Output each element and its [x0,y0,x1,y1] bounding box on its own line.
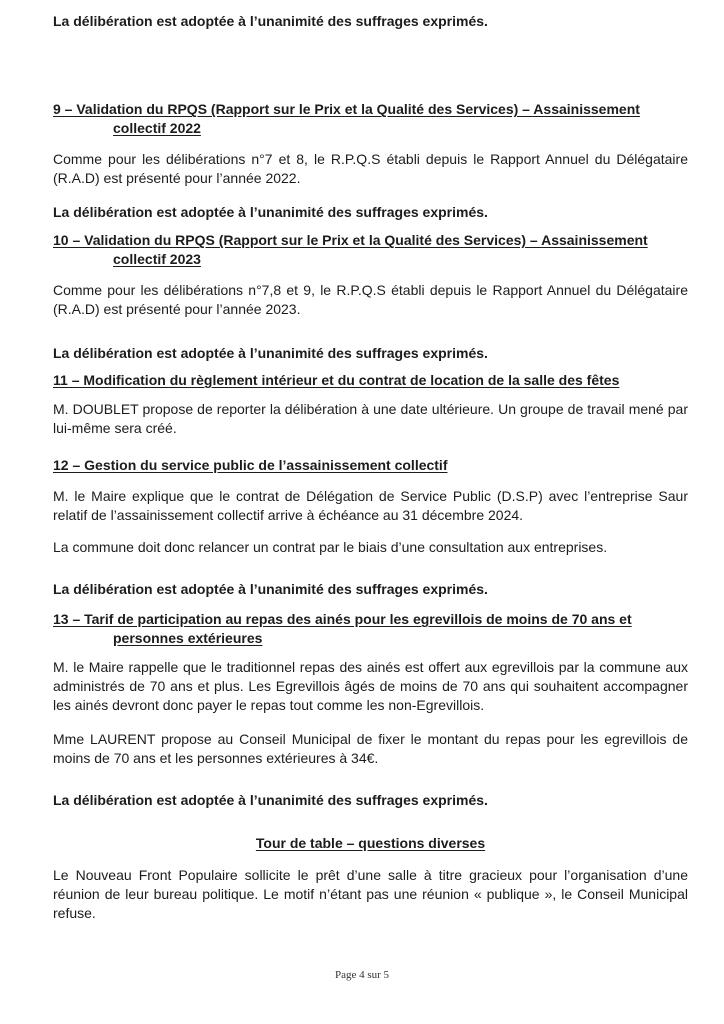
section-13-heading-line2: personnes extérieures [113,630,263,646]
section-13-heading [53,610,688,648]
vote-result-s9: La délibération est adoptée à l’unanimité des suffrages exprimés. [53,204,488,220]
tour-de-table-heading [53,834,688,853]
section-12-heading: 12 – Gestion du service public de l’assainissement collectif [53,457,448,473]
section-13-heading-line1: 13 – Tarif de participation au repas des ainés pour les egrevillois de moins de 70 ans et [53,611,632,627]
tour-de-table-body: Le Nouveau Front Populaire sollicite le prêt d’une salle à titre gracieux pour l’organisation d’une réunion de leur bureau politique. Le motif n’étant pas une réunion « publique », le Conseil Municipal refuse. [53,867,688,921]
section-12-body-1: M. le Maire explique que le contrat de Délégation de Service Public (D.S.P) avec l’entreprise Saur relatif de l’assainissement collectif arrive à échéance au 31 décembre 2024. [53,488,688,523]
section-12-body-2: La commune doit donc relancer un contrat par le biais d’une consultation aux entreprises. [53,539,608,555]
page-number-footer: Page 4 sur 5 [334,969,390,981]
section-11-heading: 11 – Modification du règlement intérieur et du contrat de location de la salle des fêtes [53,372,620,388]
section-10-heading-line2: collectif 2023 [113,251,201,267]
vote-result-s10: La délibération est adoptée à l’unanimité des suffrages exprimés. [53,345,488,361]
section-9-heading-line1: 9 – Validation du RPQS (Rapport sur le Prix et la Qualité des Services) – Assainissement [53,101,640,117]
section-13-body-2: Mme LAURENT propose au Conseil Municipal de fixer le montant du repas pour les egrevillois de moins de 70 ans et les personnes extérieures à 34€. [53,731,688,766]
vote-result-s8: La délibération est adoptée à l’unanimité des suffrages exprimés. [53,13,488,29]
section-13-body-1: M. le Maire rappelle que le traditionnel repas des ainés est offert aux egrevillois par la commune aux administrés de 70 ans et plus. Les Egrevillois âgés de moins de 70 ans qui souhaitent accompagner les ainés devront donc payer le repas tout comme les non-Egrevillois. [53,659,688,713]
tour-de-table-title: Tour de table – questions diverses [255,835,486,851]
section-9-heading [53,100,688,138]
section-10-heading [53,231,688,269]
section-11-body: M. DOUBLET propose de reporter la délibération à une date ultérieure. Un groupe de travail mené par lui-même sera créé. [53,401,688,436]
section-9-heading-line2: collectif 2022 [113,120,201,136]
vote-result-s12: La délibération est adoptée à l’unanimité des suffrages exprimés. [53,581,488,597]
section-9-body: Comme pour les délibérations n°7 et 8, le R.P.Q.S établi depuis le Rapport Annuel du Délégataire (R.A.D) est présenté pour l’année 2022. [53,151,688,186]
section-10-heading-line1: 10 – Validation du RPQS (Rapport sur le Prix et la Qualité des Services) – Assainissement [53,232,648,248]
vote-result-s13: La délibération est adoptée à l’unanimité des suffrages exprimés. [53,792,488,808]
section-10-body: Comme pour les délibérations n°7,8 et 9, le R.P.Q.S établi depuis le Rapport Annuel du Délégataire (R.A.D) est présenté pour l’année 2023. [53,282,688,317]
